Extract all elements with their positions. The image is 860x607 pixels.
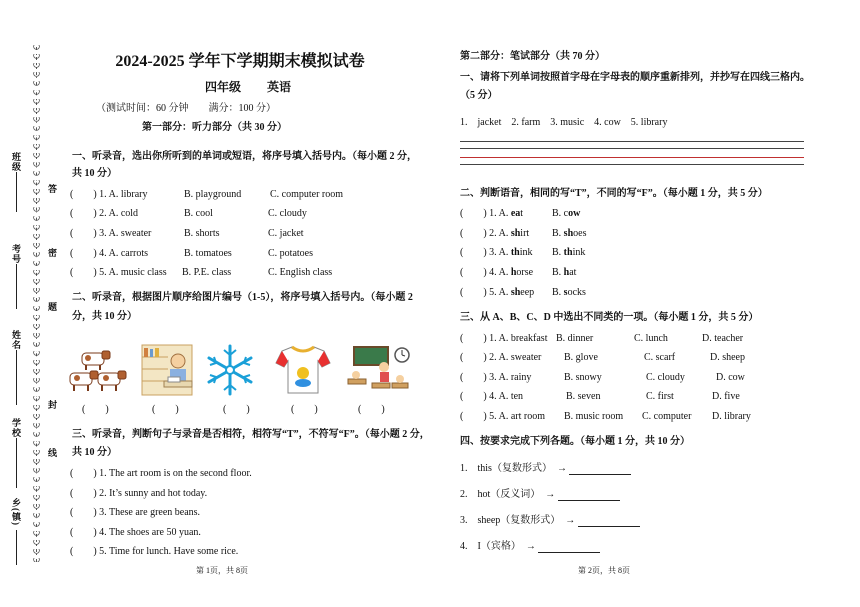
- tf-row: ( ) 4. The shoes are 50 yuan.: [70, 527, 201, 538]
- tshirt-picture-icon: [274, 343, 332, 397]
- tf-row: ( ) 5. Time for lunch. Have some rice.: [70, 546, 239, 557]
- tf-row: ( ) 1. The art room is on the second floor.: [70, 468, 252, 479]
- cows-picture-icon: [68, 343, 128, 397]
- section-title: 三、听录音，判断句子与录音是否相符，相符写“T”，不符写“F”。（每小题 2 分，: [72, 429, 430, 440]
- tf-row: ( ) 2. It’s sunny and hot today.: [70, 488, 208, 499]
- picture-bracket[interactable]: ( ): [291, 404, 318, 415]
- part2-title: 第二部分：笔试部分（共 70 分）: [460, 51, 605, 62]
- school-blank[interactable]: [16, 438, 17, 488]
- picture-bracket[interactable]: ( ): [358, 404, 385, 415]
- task-row: 2. hot（反义词） →: [460, 489, 620, 501]
- answer-blank[interactable]: [578, 516, 640, 527]
- answer-blank[interactable]: [538, 542, 600, 553]
- section-title: 共 10 分）: [72, 168, 117, 179]
- seal-char: 题: [47, 302, 57, 312]
- grade: 四年级: [205, 80, 242, 94]
- seal-char: 答: [47, 184, 57, 194]
- punch-holes: [32, 42, 41, 562]
- section-title: 共 10 分）: [72, 447, 117, 458]
- subject: 英语: [267, 80, 292, 94]
- page-number: 第 2页，共 8页: [578, 566, 630, 575]
- section-title: 四、按要求完成下列各题。（每小题 1 分，共 10 分）: [460, 436, 690, 447]
- picture-bracket[interactable]: ( ): [223, 404, 250, 415]
- exam-title: 2024-2025 学年下学期期末模拟试卷: [115, 53, 365, 70]
- snowflake-picture-icon: [204, 343, 256, 397]
- seal-char: 线: [47, 448, 57, 458]
- seal-char: 密: [47, 248, 57, 258]
- town-blank[interactable]: [16, 530, 17, 565]
- classroom-picture-icon: [344, 343, 412, 397]
- label-name: 姓名: [11, 330, 21, 350]
- word-list: 1. jacket 2. farm 3. music 4. cow 5. library: [460, 117, 668, 128]
- section-title: 一、请将下列单词按照首字母在字母表的顺序重新排列，并抄写在四线三格内。: [460, 72, 810, 83]
- exam-meta: （测试时间：60 分钟 满分：100 分）: [96, 103, 276, 114]
- section-title: 三、从 A、B、C、D 中选出不同类的一项。（每小题 1 分，共 5 分）: [460, 312, 759, 323]
- picture-bracket[interactable]: ( ): [152, 404, 179, 415]
- picture-bracket[interactable]: ( ): [82, 404, 109, 415]
- label-school: 学校: [11, 418, 21, 438]
- section-title: 一、听录音，选出你所听到的单词或短语，将序号填入括号内。（每小题 2 分，: [72, 151, 417, 162]
- label-class: 班级: [11, 152, 21, 172]
- label-town: 乡(镇): [11, 498, 21, 526]
- class-blank[interactable]: [16, 172, 17, 212]
- page-number: 第 1页，共 8页: [196, 566, 248, 575]
- part1-title: 第一部分：听力部分（共 30 分）: [142, 122, 287, 133]
- seal-char: 封: [47, 400, 57, 410]
- library-boy-picture-icon: [138, 343, 196, 397]
- section-title: （5 分）: [460, 90, 498, 101]
- task-row: 1. this（复数形式） →: [460, 463, 631, 475]
- task-row: 4. I（宾格） →: [460, 541, 600, 553]
- section-title: 二、判断语音，相同的写“T”，不同的写“F”。（每小题 1 分，共 5 分）: [460, 188, 768, 199]
- section-title: 二、听录音，根据图片顺序给图片编号（1-5），将序号填入括号内。（每小题 2: [72, 292, 413, 303]
- name-blank[interactable]: [16, 350, 17, 405]
- answer-blank[interactable]: [569, 464, 631, 475]
- exam-no-blank[interactable]: [16, 264, 17, 309]
- tf-row: ( ) 3. These are green beans.: [70, 507, 201, 518]
- task-row: 3. sheep（复数形式） →: [460, 515, 640, 527]
- label-exam-no: 考号: [11, 244, 21, 264]
- section-title: 分，共 10 分）: [72, 311, 137, 322]
- answer-blank[interactable]: [558, 490, 620, 501]
